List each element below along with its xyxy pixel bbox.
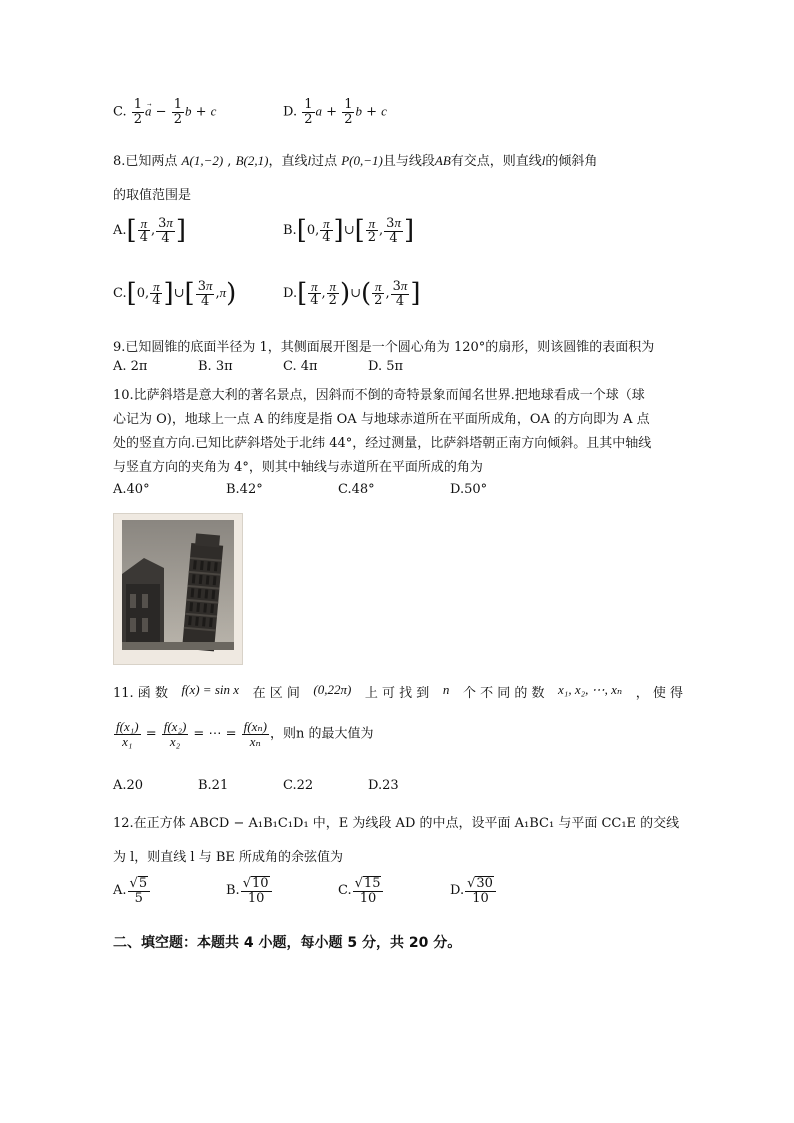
q9-option-a: A. 2π xyxy=(113,359,148,374)
q10-option-a: A.40° xyxy=(113,482,150,497)
q11-option-b: B.21 xyxy=(198,778,229,793)
q11-stem: 11. 函 数 f(x) = sin x 在 区 间 (0,22π) 上 可 找 到 n 个 不 同 的 数 x₁, x₂, ⋯, xₙ ， 使 得 xyxy=(113,682,683,701)
q8-stem-line2: 的取值范围是 xyxy=(113,188,192,203)
q11-option-c: C.22 xyxy=(283,778,314,793)
q8-stem: 8.已知两点 A(1,−2) , B(2,1)，直线l过点 P(0,−1)且与线段AB有交点，则直线l的倾斜角 xyxy=(113,153,598,169)
q10-option-c: C.48° xyxy=(338,482,375,497)
q10-line-1: 10.比萨斜塔是意大利的著名景点，因斜而不倒的奇特景象而闻名世界.把地球看成一个球（球 xyxy=(113,388,645,403)
q7-option-c: C. $\frac{1}{2}$ a − $\frac{1}{2}$ b + c xyxy=(113,97,217,127)
pisa-tower-photo xyxy=(113,513,243,665)
q9-option-c: C. 4π xyxy=(283,359,318,374)
q12-option-d: D. $\frac{√30}{10}$ xyxy=(450,876,497,905)
q12-line-1: 12.在正方体 ABCD − A₁B₁C₁D₁ 中，E 为线段 AD 的中点，设平面 A₁BC₁ 与平面 CC₁E 的交线 xyxy=(113,816,680,831)
q8-option-d: D.[ $\frac{\pi}{4}$ , $\frac{\pi}{2}$ )∪( $\frac{\pi}{2}$ , $\frac{3\pi}{4}$ ] xyxy=(283,278,421,309)
q12-option-b: B. $\frac{√10}{10}$ xyxy=(226,876,273,905)
pisa-tower-image xyxy=(114,514,242,664)
q10-option-b: B.42° xyxy=(226,482,263,497)
section-2-heading: 二、填空题：本题共 4 小题，每小题 5 分，共 20 分。 xyxy=(113,935,462,951)
q12-option-c: C. $\frac{√15}{10}$ xyxy=(338,876,384,905)
q10-line-2: 心记为 O)，地球上一点 A 的纬度是指 OA 与地球赤道所在平面所成角，OA 的方向即为 A 点 xyxy=(113,412,650,427)
q9-option-b: B. 3π xyxy=(198,359,233,374)
q12-option-a: A. $\frac{√5}{5}$ xyxy=(113,876,151,905)
q11-option-d: D.23 xyxy=(368,778,399,793)
q8-option-a: A.[ $\frac{\pi}{4}$ , $\frac{3\pi}{4}$ ] xyxy=(113,215,187,246)
q7-option-d: D. $\frac{1}{2}$ a + $\frac{1}{2}$ b + c xyxy=(283,97,387,127)
q10-line-3: 处的竖直方向.已知比萨斜塔处于北纬 44°，经过测量，比萨斜塔朝正南方向倾斜。且其中轴线 xyxy=(113,436,652,451)
q12-line-2: 为 l，则直线 l 与 BE 所成角的余弦值为 xyxy=(113,850,344,865)
q11-equation: $\frac{\text{f(x₁)}}{\text{x₁}}$ = $\frac{\text{f(x₂)}}{\text{x₂}}$ = ⋯ = $\frac{\text{f(xₙ)}}{\text{xₙ}}$ ，则n 的最大值为 xyxy=(116,719,374,749)
q9-option-d: D. 5π xyxy=(368,359,404,374)
q11-option-a: A.20 xyxy=(113,778,144,793)
q8-option-c: C.[0, $\frac{\pi}{4}$ ]∪[ $\frac{3\pi}{4}$ ,π) xyxy=(113,278,237,309)
q10-line-4: 与竖直方向的夹角为 4°，则其中轴线与赤道所在平面所成的角为 xyxy=(113,460,483,475)
q10-option-d: D.50° xyxy=(450,482,488,497)
q8-option-b: B.[0, $\frac{\pi}{4}$ ]∪[ $\frac{\pi}{2}$ , $\frac{3\pi}{4}$ ] xyxy=(283,215,415,246)
q9-stem: 9.已知圆锥的底面半径为 1，其侧面展开图是一个圆心角为 120°的扇形，则该圆锥的表面积为 xyxy=(113,340,655,355)
